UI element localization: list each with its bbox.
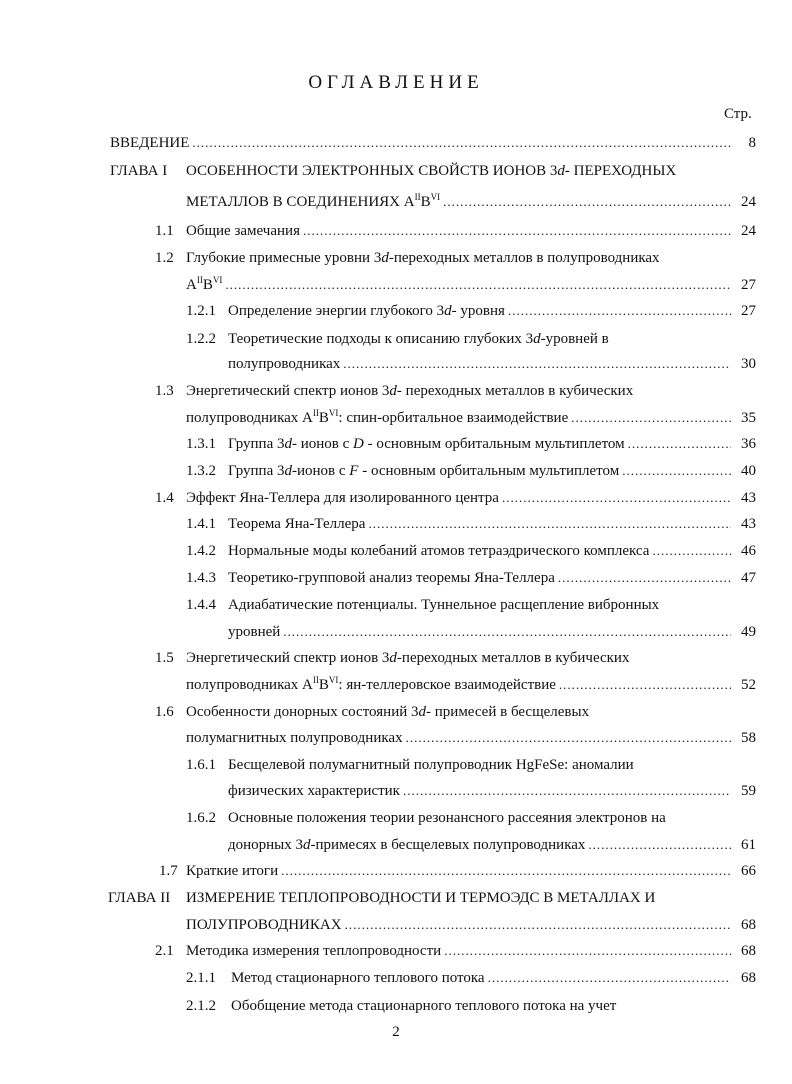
toc-entry-title: полупроводниках	[228, 356, 341, 372]
toc-entry-title: Теоретико-групповой анализ теоремы Яна-Теллера	[228, 570, 555, 586]
toc-leader-dots	[502, 487, 731, 509]
toc-entry-title: Энергетический спектр ионов 3d-переходных металлов в кубических	[186, 650, 630, 666]
toc-entry[interactable]	[228, 300, 756, 322]
toc-leader-dots	[628, 433, 731, 455]
toc-leader-dots	[283, 621, 731, 643]
toc-entry[interactable]	[228, 594, 756, 616]
toc-leader-dots	[622, 460, 731, 482]
toc-leader-dots	[443, 191, 731, 213]
toc-entry[interactable]	[231, 995, 756, 1017]
toc-entry-title: Эффект Яна-Теллера для изолированного центра	[186, 490, 499, 506]
toc-entry[interactable]	[186, 160, 756, 182]
toc-leader-dots	[571, 407, 731, 429]
toc-entry-title: Краткие итоги	[186, 863, 279, 879]
toc-entry-number: 1.4.2	[186, 543, 216, 559]
toc-entry-page: 46	[741, 543, 756, 559]
toc-leader-dots	[343, 353, 731, 375]
toc-leader-dots	[588, 834, 731, 856]
toc-entry-page: 8	[748, 135, 756, 151]
toc-leader-dots	[508, 300, 731, 322]
toc-entry-page: 61	[741, 837, 756, 853]
toc-entry-number: 1.3.2	[186, 463, 216, 479]
toc-entry-number: 1.7	[159, 863, 178, 879]
toc-entry-title: Адиабатические потенциалы. Туннельное расщепление вибронных	[228, 597, 660, 613]
toc-entry-number: 1.4.4	[186, 597, 216, 613]
toc-entry-page: 68	[741, 970, 756, 986]
toc-entry[interactable]	[186, 727, 756, 749]
toc-entry-title: Группа 3d- ионов с D - основным орбитальным мультиплетом	[228, 436, 625, 452]
toc-entry[interactable]	[228, 780, 756, 802]
toc-entry[interactable]	[186, 860, 756, 882]
toc-leader-dots	[444, 940, 731, 962]
toc-entry-number: 2.1.1	[186, 970, 216, 986]
toc-entry[interactable]	[228, 621, 756, 643]
toc-entry[interactable]	[186, 914, 756, 936]
toc-entry-number: 1.2.1	[186, 303, 216, 319]
toc-leader-dots	[281, 860, 731, 882]
toc-leader-dots	[368, 513, 731, 535]
toc-entry[interactable]	[186, 247, 756, 269]
toc-entry[interactable]	[186, 887, 756, 909]
toc-leader-dots	[225, 274, 731, 296]
toc-entry[interactable]	[228, 834, 756, 856]
toc-entry-number: 1.4.1	[186, 516, 216, 532]
toc-entry-title: полумагнитных полупроводниках	[186, 730, 403, 746]
toc-leader-dots	[558, 567, 731, 589]
toc-entry-title: ВВЕДЕНИЕ	[110, 135, 190, 151]
toc-entry[interactable]	[228, 540, 756, 562]
toc-entry-page: 24	[741, 223, 756, 239]
toc-leader-dots	[406, 727, 731, 749]
toc-entry-title: Энергетический спектр ионов 3d- переходных металлов в кубических	[186, 383, 634, 399]
toc-entry[interactable]	[228, 807, 756, 829]
toc-entry[interactable]	[186, 274, 756, 296]
toc-entry-number: 1.3	[155, 383, 174, 399]
toc-entry-page: 68	[741, 943, 756, 959]
toc-entry-page: 24	[741, 194, 756, 210]
toc-entry-title: Определение энергии глубокого 3d- уровня	[228, 303, 505, 319]
toc-entry[interactable]	[231, 967, 756, 989]
toc-entry-title: Группа 3d-ионов с F - основным орбитальным мультиплетом	[228, 463, 620, 479]
toc-entry-number: 1.3.1	[186, 436, 216, 452]
toc-entry-number: 1.2.2	[186, 331, 216, 347]
toc-entry-number: 2.1	[155, 943, 174, 959]
toc-entry-page: 43	[741, 490, 756, 506]
toc-entry[interactable]	[186, 940, 756, 962]
toc-entry[interactable]	[186, 220, 756, 242]
toc-entry[interactable]	[186, 674, 756, 696]
toc-entry-title: донорных 3d-примесях в бесщелевых полупроводниках	[228, 837, 586, 853]
toc-entry-number: 1.6	[155, 704, 174, 720]
toc-entry-title: уровней	[228, 624, 281, 640]
page-title: ОГЛАВЛЕНИЕ	[308, 72, 484, 93]
toc-entry-number: 1.4.3	[186, 570, 216, 586]
toc-leader-dots	[345, 914, 731, 936]
toc-leader-dots	[192, 132, 731, 154]
toc-entry[interactable]	[228, 567, 756, 589]
toc-leader-dots	[652, 540, 731, 562]
toc-entry[interactable]	[228, 433, 756, 455]
toc-entry-number: 2.1.2	[186, 998, 216, 1014]
toc-entry-page: 27	[741, 303, 756, 319]
toc-entry-page: 47	[741, 570, 756, 586]
toc-entry-title: Основные положения теории резонансного рассеяния электронов на	[228, 810, 666, 826]
toc-entry-number: 1.5	[155, 650, 174, 666]
toc-entry-page: 52	[741, 677, 756, 693]
toc-entry[interactable]	[110, 132, 756, 154]
toc-entry-title: полупроводниках $A^{II}B^{VI}$: спин-орбитальное взаимодействие	[186, 408, 569, 426]
toc-entry-title: Методика измерения теплопроводности	[186, 943, 442, 959]
toc-entry-page: 58	[741, 730, 756, 746]
toc-entry-number: 1.2	[155, 250, 174, 266]
toc-leader-dots	[403, 780, 731, 802]
toc-entry-page: 49	[741, 624, 756, 640]
toc-entry-title: ИЗМЕРЕНИЕ ТЕПЛОПРОВОДНОСТИ И ТЕРМОЭДС В МЕТАЛЛАХ И	[186, 890, 656, 906]
toc-entry-title: Теоретические подходы к описанию глубоких 3d-уровней в	[228, 331, 609, 347]
toc-entry[interactable]	[186, 191, 756, 213]
toc-entry-page: 27	[741, 277, 756, 293]
toc-entry-title: Обобщение метода стационарного теплового потока на учет	[231, 998, 617, 1014]
toc-entry-page: 36	[741, 436, 756, 452]
toc-entry-title: ПОЛУПРОВОДНИКАХ	[186, 917, 342, 933]
page-column-label: Стр.	[724, 106, 752, 122]
toc-entry[interactable]	[228, 513, 756, 535]
toc-entry-number: ГЛАВА II	[108, 890, 171, 906]
toc-entry[interactable]	[228, 754, 756, 776]
toc-entry-title: Общие замечания	[186, 223, 300, 239]
toc-leader-dots	[559, 674, 731, 696]
toc-entry-number: 1.4	[155, 490, 174, 506]
toc-entry-title: Метод стационарного теплового потока	[231, 970, 485, 986]
toc-entry-page: 30	[741, 356, 756, 372]
toc-entry-number: 1.6.1	[186, 757, 216, 773]
toc-entry-page: 66	[741, 863, 756, 879]
toc-entry-title: $A^{II}B^{VI}$	[186, 275, 223, 293]
toc-entry-title: Нормальные моды колебаний атомов тетраэдрического комплекса	[228, 543, 650, 559]
toc-entry-title: Особенности донорных состояний 3d- примесей в бесщелевых	[186, 704, 590, 720]
toc-entry[interactable]	[228, 328, 756, 350]
toc-entry-page: 59	[741, 783, 756, 799]
toc-entry-number: 1.6.2	[186, 810, 216, 826]
toc-entry-title: Бесщелевой полумагнитный полупроводник HgFeSe: аномалии	[228, 757, 634, 773]
toc-entry-page: 40	[741, 463, 756, 479]
toc-leader-dots	[303, 220, 731, 242]
toc-entry[interactable]	[186, 701, 756, 723]
toc-entry-number: ГЛАВА I	[110, 163, 168, 179]
toc-entry[interactable]	[186, 487, 756, 509]
toc-entry[interactable]	[186, 380, 756, 402]
toc-entry-page: 68	[741, 917, 756, 933]
toc-entry-title: Теорема Яна-Теллера	[228, 516, 366, 532]
toc-entry-number: 1.1	[155, 223, 174, 239]
page-number: 2	[392, 1024, 400, 1040]
toc-entry-page: 35	[741, 410, 756, 426]
toc-leader-dots	[488, 967, 731, 989]
toc-entry[interactable]	[228, 353, 756, 375]
toc-entry-title: МЕТАЛЛОВ В СОЕДИНЕНИЯХ $A^{II}B^{VI}$	[186, 192, 441, 210]
toc-entry-title: ОСОБЕННОСТИ ЭЛЕКТРОННЫХ СВОЙСТВ ИОНОВ 3d- ПЕРЕХОДНЫХ	[186, 163, 677, 179]
toc-entry[interactable]	[186, 647, 756, 669]
toc-entry[interactable]	[186, 407, 756, 429]
toc-entry-title: Глубокие примесные уровни 3d-переходных металлов в полупроводниках	[186, 250, 660, 266]
toc-entry-title: полупроводниках $A^{II}B^{VI}$: ян-теллеровское взаимодействие	[186, 675, 556, 693]
toc-entry[interactable]	[228, 460, 756, 482]
toc-entry-page: 43	[741, 516, 756, 532]
toc-entry-title: физических характеристик	[228, 783, 400, 799]
